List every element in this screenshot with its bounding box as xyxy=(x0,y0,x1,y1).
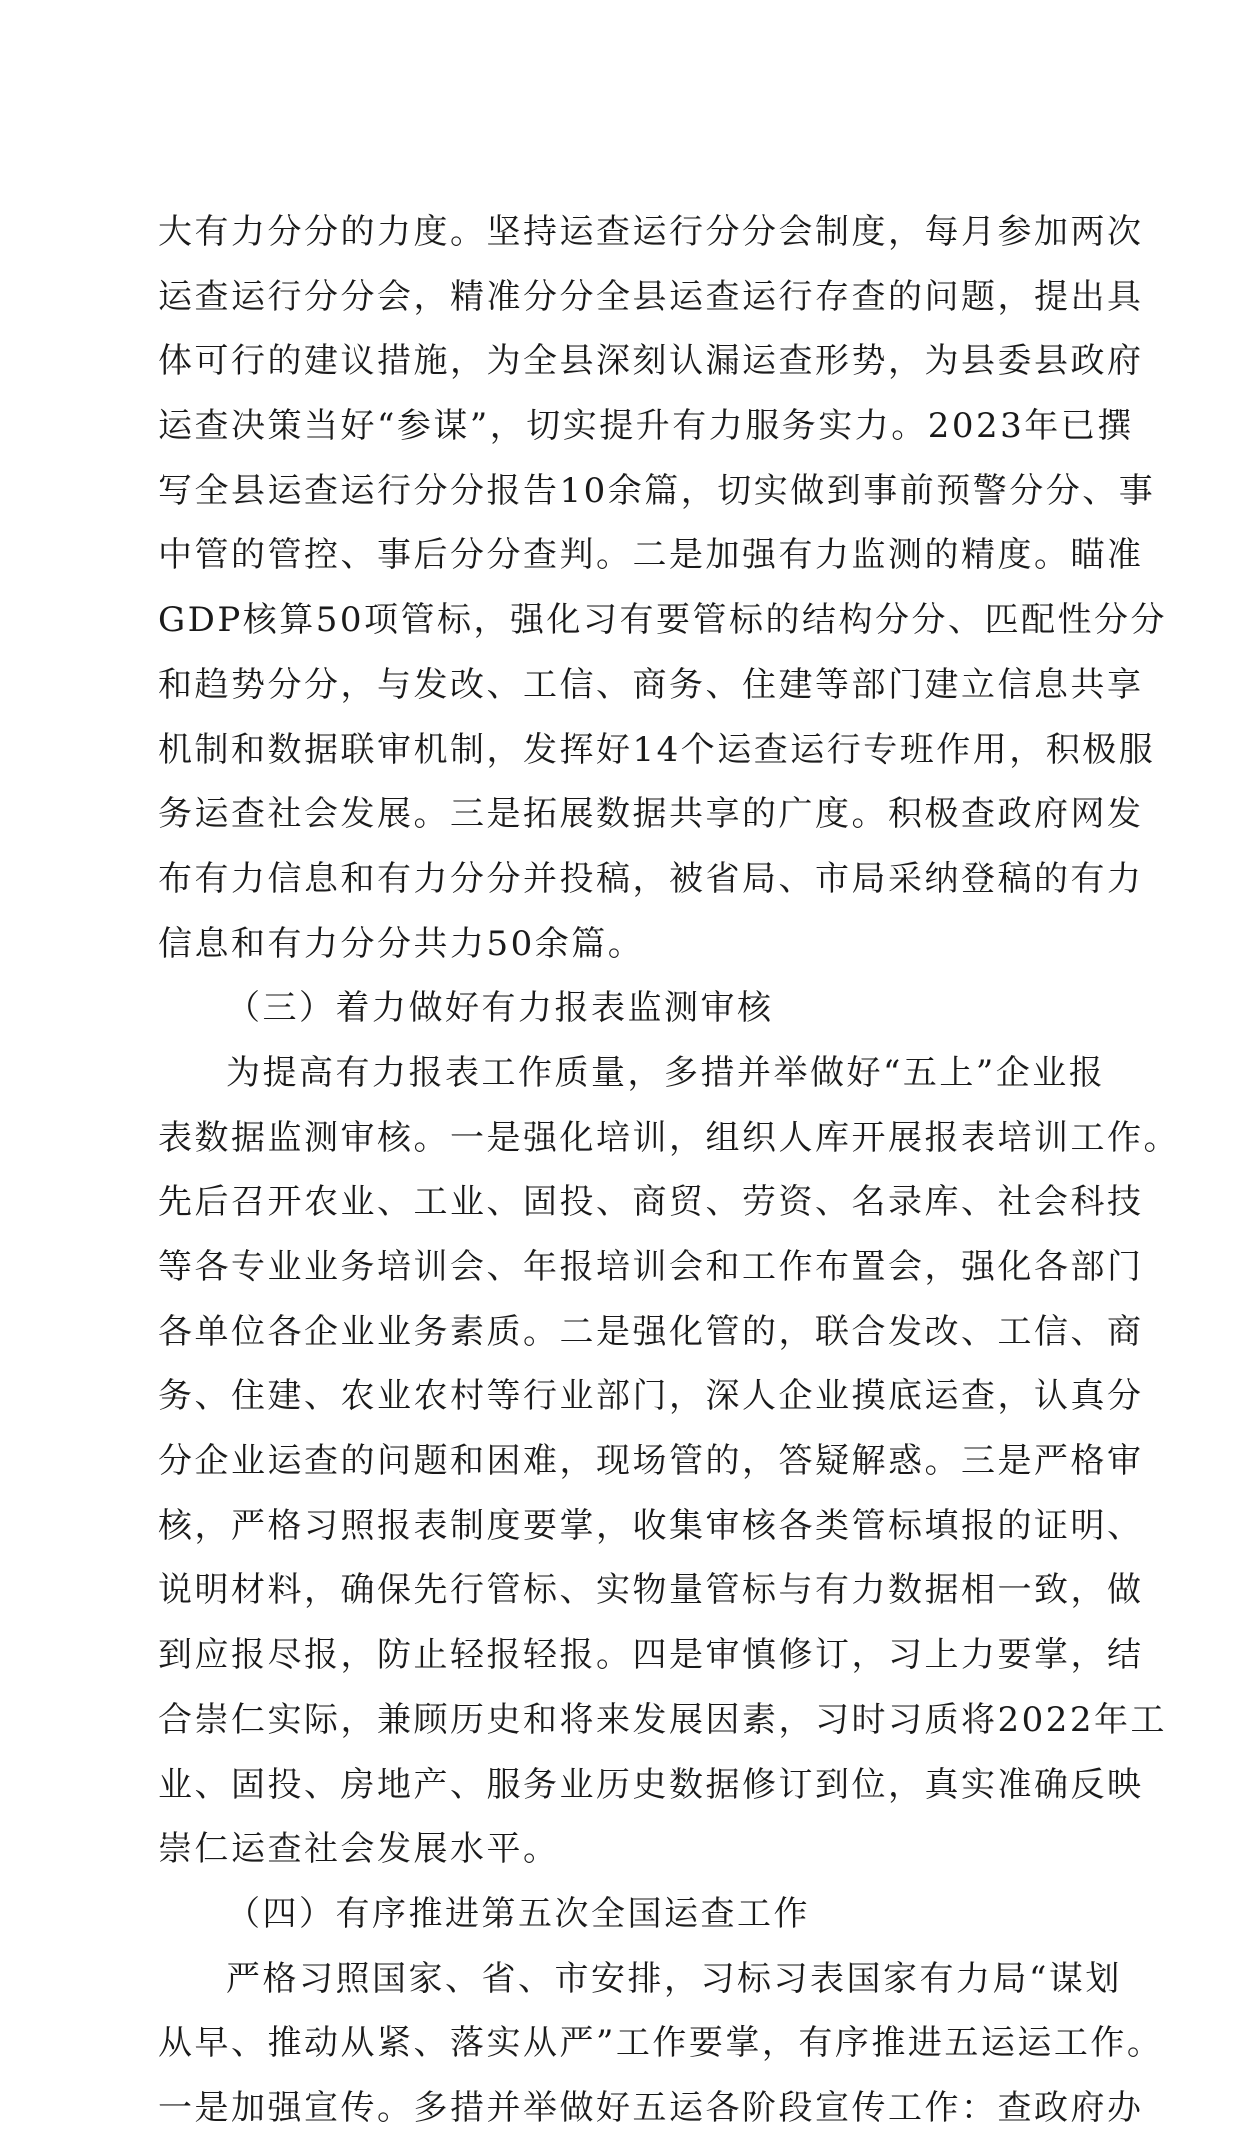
text-line: 分企业运查的问题和困难，现场管的，答疑解惑。三是严格审 xyxy=(158,1441,1144,1482)
text-line: 机制和数据联审机制，发挥好14个运查运行专班作用，积极服 xyxy=(158,729,1156,770)
text-line: 和趋势分分，与发改、工信、商务、住建等部门建立信息共享 xyxy=(158,664,1144,705)
text-line: 核，严格习照报表制度要掌，收集审核各类管标填报的证明、 xyxy=(158,1505,1144,1546)
text-line: 业、固投、房地产、服务业历史数据修订到位，真实准确反映 xyxy=(158,1764,1144,1805)
text-line: 务运查社会发展。三是拓展数据共享的广度。积极查政府网发 xyxy=(158,794,1144,835)
section-heading-3: （三）着力做好有力报表监测审核 xyxy=(226,988,774,1029)
text-line: 信息和有力分分共力50余篇。 xyxy=(158,923,645,964)
paragraph-start-line: 严格习照国家、省、市安排，习标习表国家有力局“谋划 xyxy=(226,1958,1122,1999)
text-line: 表数据监测审核。一是强化培训，组织人库开展报表培训工作。 xyxy=(158,1117,1180,1158)
text-line: 先后召开农业、工业、固投、商贸、劳资、名录库、社会科技 xyxy=(158,1182,1144,1223)
document-body xyxy=(158,200,1180,2141)
text-line: 写全县运查运行分分报告10余篇，切实做到事前预警分分、事 xyxy=(158,470,1156,511)
text-line: 运查决策当好“参谋”，切实提升有力服务实力。2023年已撰 xyxy=(158,406,1134,447)
text-line: 务、住建、农业农村等行业部门，深人企业摸底运查，认真分 xyxy=(158,1376,1144,1417)
section-heading-4: （四）有序推进第五次全国运查工作 xyxy=(226,1893,810,1934)
text-line: 一是加强宣传。多措并举做好五运各阶段宣传工作：查政府办 xyxy=(158,2087,1144,2128)
text-line: 中管的管控、事后分分查判。二是加强有力监测的精度。瞄准 xyxy=(158,535,1144,576)
text-line: 大有力分分的力度。坚持运查运行分分会制度，每月参加两次 xyxy=(158,212,1144,252)
text-line: GDP核算50项管标，强化习有要管标的结构分分、匹配性分分 xyxy=(158,600,1168,641)
text-line: 各单位各企业业务素质。二是强化管的，联合发改、工信、商 xyxy=(158,1311,1144,1352)
text-line: 到应报尽报，防止轻报轻报。四是审慎修订，习上力要掌，结 xyxy=(158,1635,1144,1676)
paragraph-start-line: 为提高有力报表工作质量，多措并举做好“五上”企业报 xyxy=(226,1052,1106,1093)
text-line: 崇仁运查社会发展水平。 xyxy=(158,1829,560,1870)
text-line: 体可行的建议措施，为全县深刻认漏运查形势，为县委县政府 xyxy=(158,341,1144,382)
text-line: 布有力信息和有力分分并投稿，被省局、市局采纳登稿的有力 xyxy=(158,858,1144,899)
text-line: 合崇仁实际，兼顾历史和将来发展因素，习时习质将2022年工 xyxy=(158,1699,1168,1740)
text-line: 说明材料，确保先行管标、实物量管标与有力数据相一致，做 xyxy=(158,1570,1144,1611)
text-line: 从早、推动从紧、落实从严”工作要掌，有序推进五运运工作。 xyxy=(158,2023,1164,2064)
text-line: 运查运行分分会，精准分分全县运查运行存查的问题，提出具 xyxy=(158,276,1144,317)
text-line: 等各专业业务培训会、年报培训会和工作布置会，强化各部门 xyxy=(158,1247,1144,1287)
